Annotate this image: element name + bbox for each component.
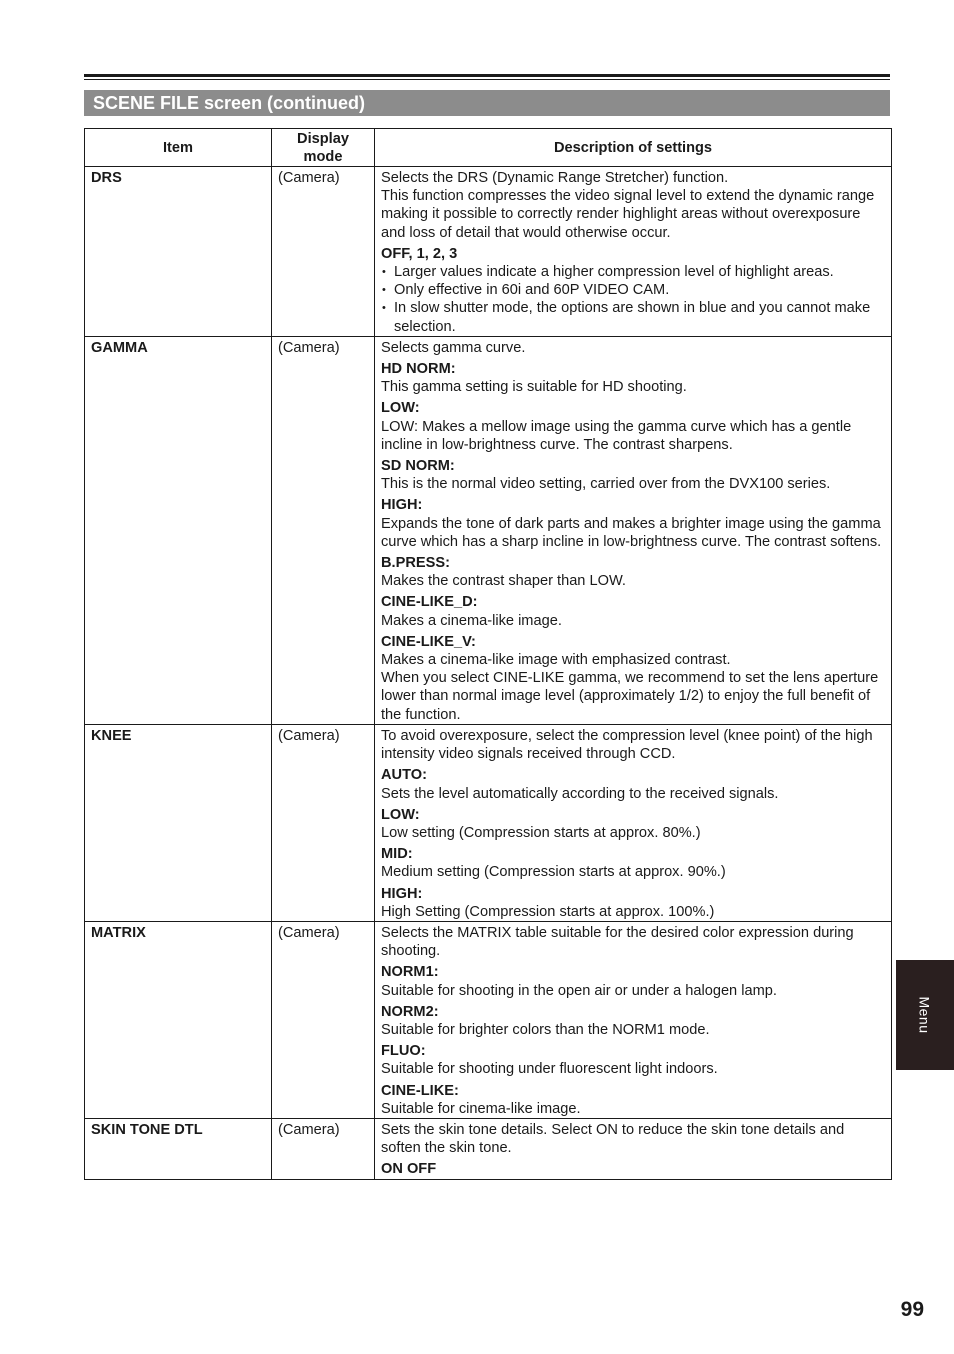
option-label: NORM1:: [381, 964, 439, 981]
option-label: B.PRESS:: [381, 555, 450, 572]
option-label: CINE-LIKE_V:: [381, 633, 476, 650]
description-text: This gamma setting is suitable for HD shooting.: [381, 379, 687, 396]
option-label: AUTO:: [381, 767, 427, 784]
description-text: Low setting (Compression starts at approx. 80%.): [381, 824, 701, 841]
option-label: LOW:: [381, 400, 420, 417]
table-row: [85, 921, 892, 1118]
bullet-list: [381, 263, 885, 336]
description-text: To avoid overexposure, select the compression level (knee point) of the high intensity video signals received through CCD.: [381, 727, 873, 763]
description-text: Selects the MATRIX table suitable for the desired color expression during shooting.: [381, 924, 854, 960]
description-text: Suitable for shooting in the open air or under a halogen lamp.: [381, 982, 777, 999]
settings-table: [84, 128, 892, 1180]
row-item-name: GAMMA: [85, 336, 272, 724]
description-text: Selects gamma curve.: [381, 339, 526, 356]
option-label: CINE-LIKE_D:: [381, 594, 478, 611]
option-label: SD NORM:: [381, 458, 455, 475]
description-text: LOW: Makes a mellow image using the gamma curve which has a gentle incline in low-brightness curve. The contrast sharpens.: [381, 418, 852, 453]
description-text: High Setting (Compression starts at approx. 100%.): [381, 903, 715, 920]
row-description: [375, 167, 892, 337]
row-description: [375, 336, 892, 724]
page-number: 99: [900, 1298, 924, 1321]
row-display-mode: (Camera): [272, 921, 375, 1118]
description-text: Selects the DRS (Dynamic Range Stretcher) function.: [381, 170, 729, 186]
table-header-row: [85, 129, 892, 167]
description-text: Sets the skin tone details. Select ON to reduce the skin tone details and soften the skin tone.: [381, 1121, 845, 1157]
row-display-mode: (Camera): [272, 724, 375, 921]
option-label: CINE-LIKE:: [381, 1082, 459, 1099]
table-body: [85, 167, 892, 1180]
row-display-mode: (Camera): [272, 1118, 375, 1179]
option-label: OFF, 1, 2, 3: [381, 245, 458, 262]
row-display-mode: (Camera): [272, 336, 375, 724]
option-label: ON OFF: [381, 1161, 437, 1178]
menu-side-tab[interactable]: [896, 960, 954, 1070]
description-text: Expands the tone of dark parts and makes a brighter image using the gamma curve which has a sharp incline in low-brightness curve. The contrast softens.: [381, 515, 882, 550]
description-text: Suitable for brighter colors than the NORM1 mode.: [381, 1021, 710, 1038]
header-description: Description of settings: [375, 129, 892, 167]
option-label: HD NORM:: [381, 361, 456, 378]
description-text: Medium setting (Compression starts at approx. 90%.): [381, 864, 726, 881]
description-text: Makes a cinema-like image with emphasized contrast.: [381, 652, 731, 669]
description-text: This function compresses the video signal level to extend the dynamic range making it possible to correctly render highlight areas without overexposure and loss of detail that would otherwise occur.: [381, 188, 875, 241]
description-text: Suitable for shooting under fluorescent light indoors.: [381, 1061, 718, 1078]
row-item-name: SKIN TONE DTL: [85, 1118, 272, 1179]
description-text: This is the normal video setting, carried over from the DVX100 series.: [381, 476, 831, 493]
row-description: [375, 724, 892, 921]
row-description: [375, 921, 892, 1118]
table-row: [85, 167, 892, 337]
top-rule-thin: [84, 79, 890, 80]
top-rule-thick: [84, 74, 890, 77]
bullet-item: • Only effective in 60i and 60P VIDEO CAM.: [381, 281, 885, 299]
section-title: SCENE FILE screen (continued): [84, 90, 890, 116]
header-item: Item: [85, 129, 272, 167]
row-item-name: DRS: [85, 167, 272, 337]
table-row: [85, 724, 892, 921]
row-display-mode: (Camera): [272, 167, 375, 337]
description-text: When you select CINE-LIKE gamma, we recommend to set the lens aperture lower than normal image level (approximately 1/2) to enjoy the full benefit of the function.: [381, 670, 879, 723]
description-text: Sets the level automatically according to the received signals.: [381, 785, 779, 802]
description-text: Makes a cinema-like image.: [381, 612, 562, 629]
table-row: [85, 1118, 892, 1179]
row-item-name: MATRIX: [85, 921, 272, 1118]
option-label: NORM2:: [381, 1003, 439, 1020]
description-text: Suitable for cinema-like image.: [381, 1100, 581, 1117]
row-description: [375, 1118, 892, 1179]
menu-side-tab-label: Menu: [917, 996, 933, 1034]
description-text: Makes the contrast shaper than LOW.: [381, 573, 626, 590]
header-display-mode: Display mode: [272, 129, 375, 167]
row-item-name: KNEE: [85, 724, 272, 921]
option-label: MID:: [381, 846, 413, 863]
option-label: FLUO:: [381, 1043, 426, 1060]
bullet-item: • In slow shutter mode, the options are shown in blue and you cannot make selection.: [381, 299, 885, 335]
option-label: LOW:: [381, 806, 420, 823]
option-label: HIGH:: [381, 885, 423, 902]
option-label: HIGH:: [381, 497, 423, 514]
table-row: [85, 336, 892, 724]
bullet-item: • Larger values indicate a higher compression level of highlight areas.: [381, 263, 885, 281]
